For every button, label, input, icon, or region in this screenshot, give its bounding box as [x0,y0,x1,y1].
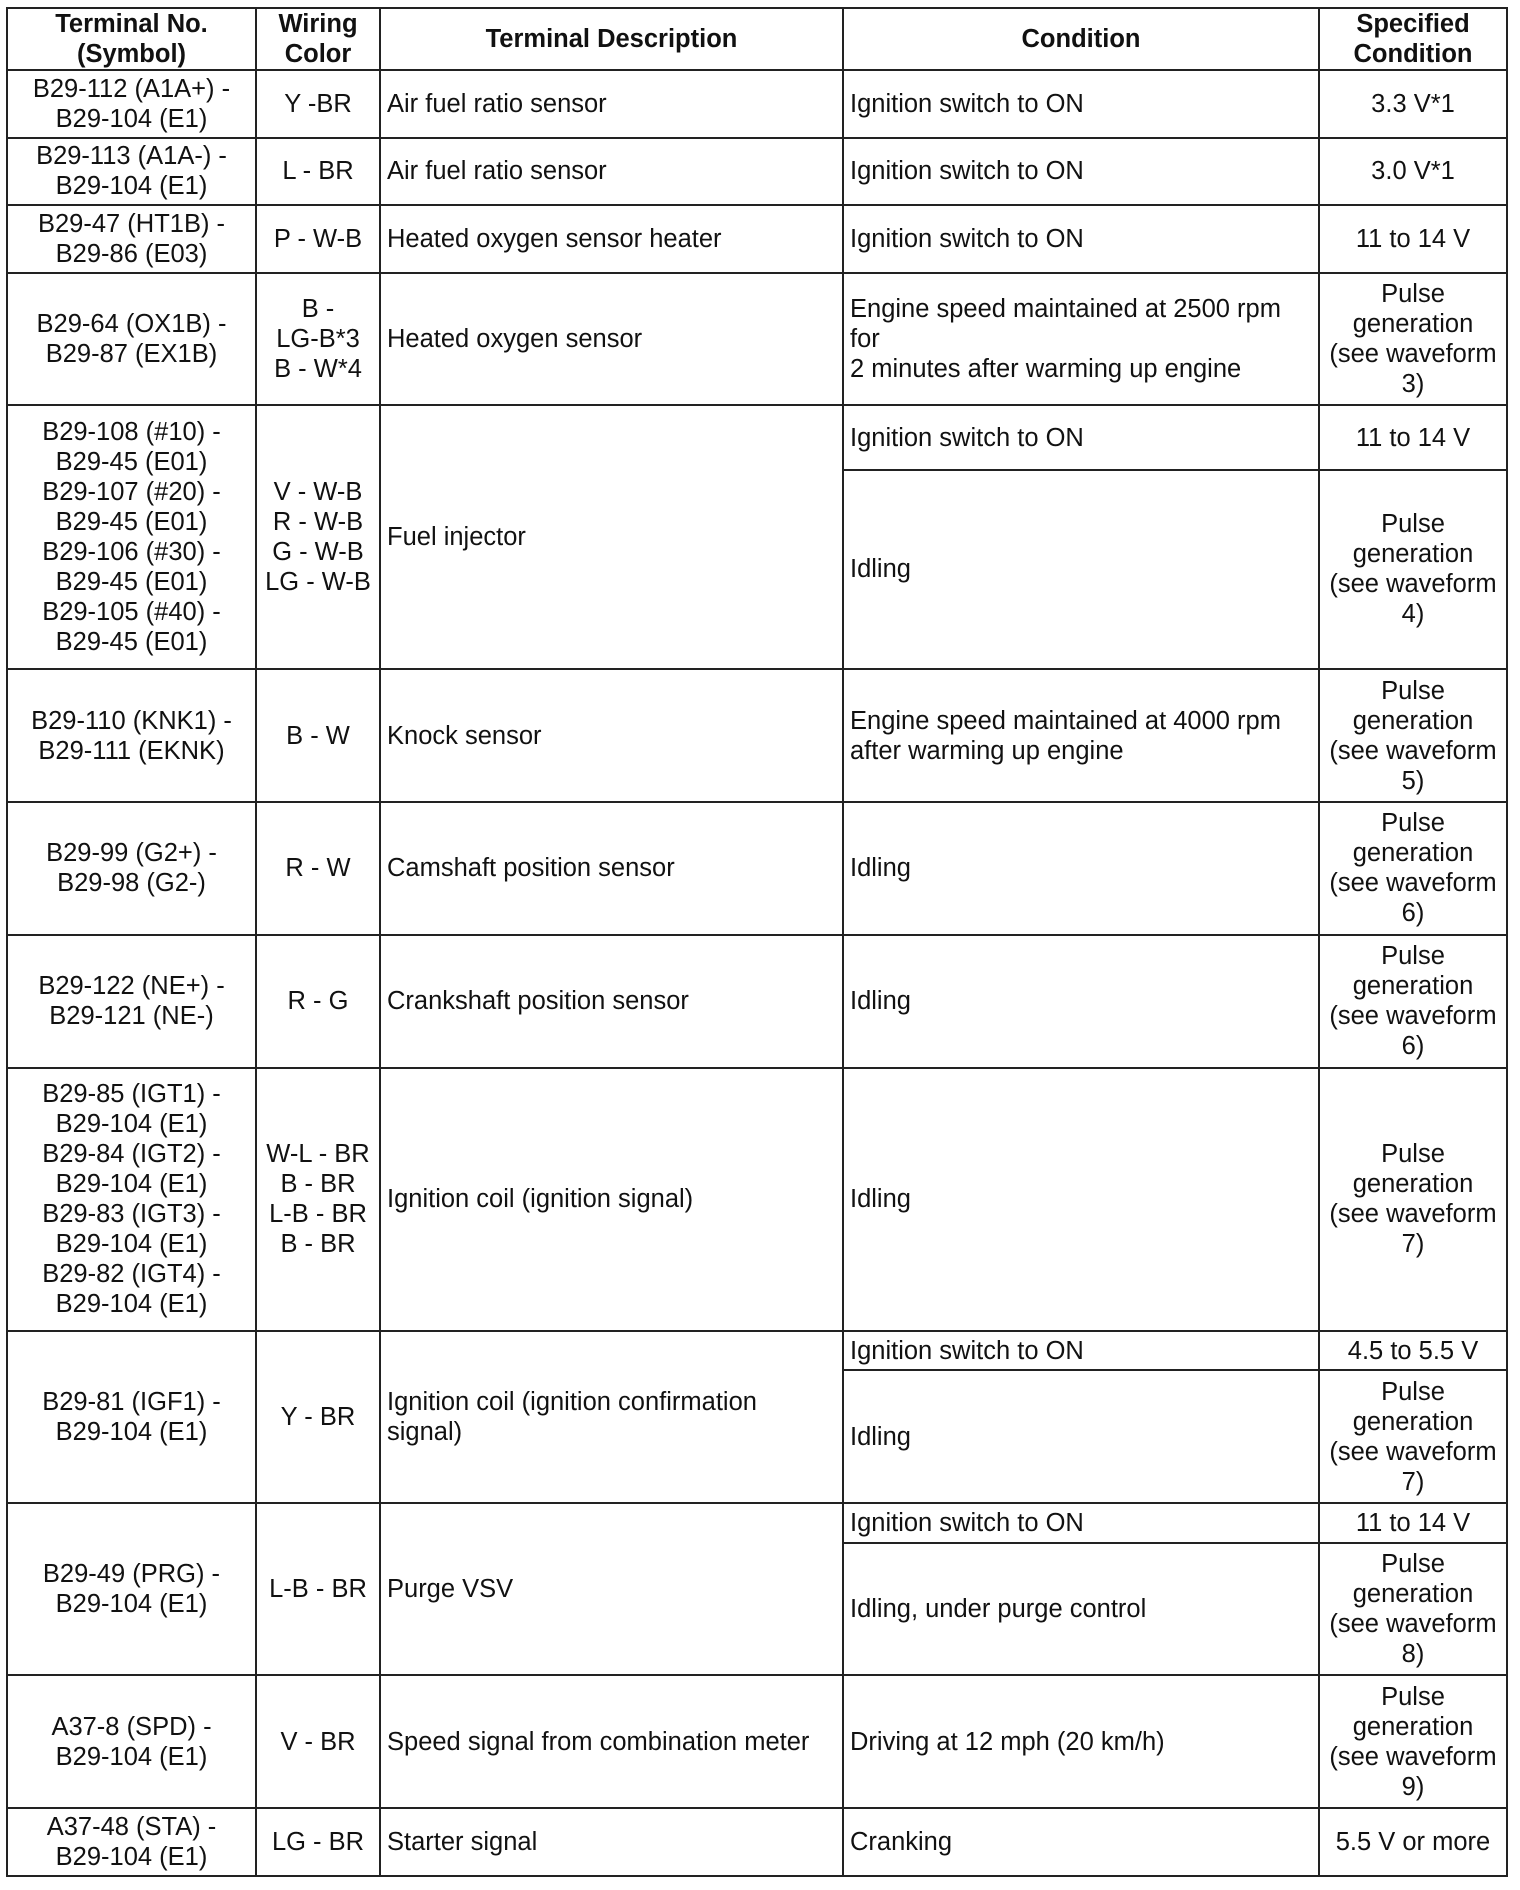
wiring-color-cell: L-B - BR [256,1503,380,1675]
wiring-color-cell: R - W [256,802,380,935]
terminal-cell: B29-81 (IGF1) - B29-104 (E1) [7,1331,256,1503]
terminal-cell: B29-108 (#10) - B29-45 (E01) B29-107 (#20) - B29-45 (E01) B29-106 (#30) - B29-45 (E01) B29-105 (#40) - B29-45 (E01) [7,405,256,669]
header-specified-condition: Specified Condition [1319,8,1507,70]
terminal-cell: B29-112 (A1A+) - B29-104 (E1) [7,70,256,138]
terminal-cell: B29-47 (HT1B) - B29-86 (E03) [7,205,256,273]
condition-cell: Ignition switch to ON [843,205,1319,273]
condition-cell: Idling [843,802,1319,935]
terminal-description-cell: Ignition coil (ignition signal) [380,1068,843,1332]
wiring-color-cell: L - BR [256,138,380,206]
table-row [7,1808,1507,1876]
terminal-description-cell: Camshaft position sensor [380,802,843,935]
wiring-color-cell: Y -BR [256,70,380,138]
specified-condition-cell: 11 to 14 V [1319,1503,1507,1542]
condition-cell: Ignition switch to ON [843,70,1319,138]
specified-condition-cell: Pulse generation (see waveform 4) [1319,470,1507,669]
terminal-description-cell: Fuel injector [380,405,843,669]
wiring-color-cell: Y - BR [256,1331,380,1503]
wiring-color-cell: R - G [256,935,380,1068]
wiring-color-cell: P - W-B [256,205,380,273]
table-row [7,273,1507,406]
condition-cell: Idling [843,935,1319,1068]
terminal-cell: B29-49 (PRG) - B29-104 (E1) [7,1503,256,1675]
wiring-color-cell: V - BR [256,1675,380,1808]
specified-condition-cell: Pulse generation (see waveform 9) [1319,1675,1507,1808]
condition-cell: Cranking [843,1808,1319,1876]
specified-condition-cell: 3.0 V*1 [1319,138,1507,206]
specified-condition-cell: Pulse generation (see waveform 8) [1319,1543,1507,1676]
header-row [7,8,1507,70]
condition-cell: Ignition switch to ON [843,1331,1319,1370]
terminal-description-cell: Air fuel ratio sensor [380,70,843,138]
specified-condition-cell: 11 to 14 V [1319,205,1507,273]
condition-cell: Engine speed maintained at 4000 rpm after warming up engine [843,669,1319,802]
condition-cell: Driving at 12 mph (20 km/h) [843,1675,1319,1808]
header-terminal: Terminal No. (Symbol) [7,8,256,70]
terminal-description-cell: Ignition coil (ignition confirmation signal) [380,1331,843,1503]
table-row [7,1331,1507,1370]
condition-cell: Idling, under purge control [843,1543,1319,1676]
terminal-cell: B29-113 (A1A-) - B29-104 (E1) [7,138,256,206]
table-row [7,1068,1507,1332]
table-row [7,138,1507,206]
condition-cell: Idling [843,1068,1319,1332]
wiring-color-cell: LG - BR [256,1808,380,1876]
table-row [7,205,1507,273]
specified-condition-cell: Pulse generation (see waveform 6) [1319,802,1507,935]
terminal-cell: A37-8 (SPD) - B29-104 (E1) [7,1675,256,1808]
condition-cell: Idling [843,1370,1319,1503]
header-condition: Condition [843,8,1319,70]
table-row [7,1503,1507,1542]
specified-condition-cell: Pulse generation (see waveform 5) [1319,669,1507,802]
table-body [7,70,1507,1876]
wiring-color-cell: W-L - BR B - BR L-B - BR B - BR [256,1068,380,1332]
terminal-table [6,7,1508,1877]
header-terminal-description: Terminal Description [380,8,843,70]
condition-cell: Ignition switch to ON [843,1503,1319,1542]
condition-cell: Ignition switch to ON [843,138,1319,206]
condition-cell: Engine speed maintained at 2500 rpm for 2 minutes after warming up engine [843,273,1319,406]
specified-condition-cell: Pulse generation (see waveform 7) [1319,1370,1507,1503]
specified-condition-cell: 5.5 V or more [1319,1808,1507,1876]
table-row [7,802,1507,935]
terminal-description-cell: Heated oxygen sensor heater [380,205,843,273]
table-row [7,669,1507,802]
header-wiring-color: Wiring Color [256,8,380,70]
specified-condition-cell: 11 to 14 V [1319,405,1507,469]
terminal-cell: B29-64 (OX1B) - B29-87 (EX1B) [7,273,256,406]
terminal-cell: A37-48 (STA) - B29-104 (E1) [7,1808,256,1876]
table-row [7,405,1507,469]
terminal-description-cell: Starter signal [380,1808,843,1876]
specified-condition-cell: 4.5 to 5.5 V [1319,1331,1507,1370]
terminal-description-cell: Purge VSV [380,1503,843,1675]
terminal-cell: B29-99 (G2+) - B29-98 (G2-) [7,802,256,935]
condition-cell: Ignition switch to ON [843,405,1319,469]
table-row [7,1675,1507,1808]
table-row [7,70,1507,138]
wiring-color-cell: B - LG-B*3 B - W*4 [256,273,380,406]
terminal-cell: B29-122 (NE+) - B29-121 (NE-) [7,935,256,1068]
specified-condition-cell: Pulse generation (see waveform 6) [1319,935,1507,1068]
specified-condition-cell: Pulse generation (see waveform 3) [1319,273,1507,406]
terminal-description-cell: Knock sensor [380,669,843,802]
wiring-color-cell: V - W-B R - W-B G - W-B LG - W-B [256,405,380,669]
terminal-cell: B29-85 (IGT1) - B29-104 (E1) B29-84 (IGT2) - B29-104 (E1) B29-83 (IGT3) - B29-104 (E1) B29-82 (IGT4) - B29-104 (E1) [7,1068,256,1332]
specified-condition-cell: 3.3 V*1 [1319,70,1507,138]
condition-cell: Idling [843,470,1319,669]
specified-condition-cell: Pulse generation (see waveform 7) [1319,1068,1507,1332]
wiring-color-cell: B - W [256,669,380,802]
terminal-description-cell: Crankshaft position sensor [380,935,843,1068]
table-row [7,935,1507,1068]
terminal-description-cell: Heated oxygen sensor [380,273,843,406]
terminal-description-cell: Air fuel ratio sensor [380,138,843,206]
terminal-cell: B29-110 (KNK1) - B29-111 (EKNK) [7,669,256,802]
terminal-description-cell: Speed signal from combination meter [380,1675,843,1808]
